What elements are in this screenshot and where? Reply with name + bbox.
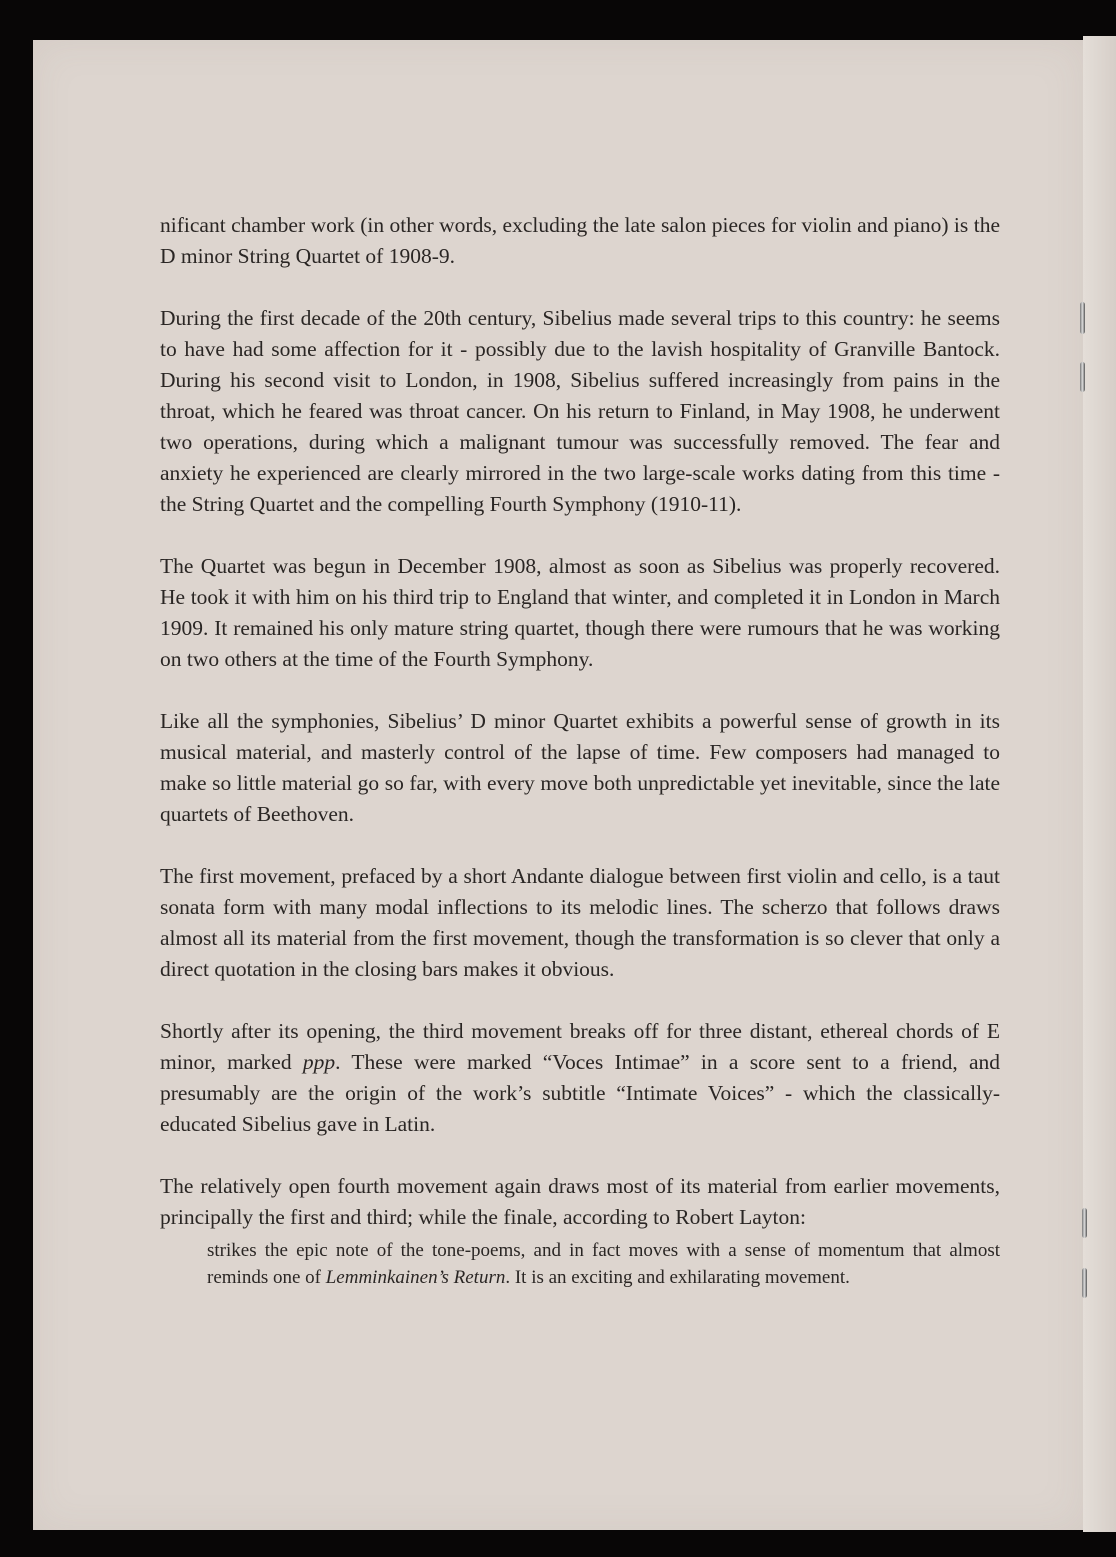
booklet-spine	[1083, 36, 1116, 1532]
paragraph-symphonic-growth: Like all the symphonies, Sibelius’ D minor Quartet exhibits a powerful sense of growth in its musical material, and masterly control of the lapse of time. Few composers had managed to make so little material go so far, with every move both unpredictable yet inevitable, since the late quartets of Beethoven.	[160, 709, 1000, 826]
paragraph-first-movement: The first movement, prefaced by a short Andante dialogue between first violin and cello, is a taut sonata form with many modal inflections to its melodic lines. The scherzo that follows draws almost all its material from the first movement, though the transformation is so clever that only a direct quotation in the closing bars makes it obvious.	[160, 864, 1000, 981]
dynamic-marking-ppp: ppp	[302, 1050, 336, 1074]
quote-text-a: strikes the epic note of the tone-poems, and in fact moves with a sense of momentum that almost reminds one of	[207, 1240, 1000, 1288]
booklet-page	[33, 40, 1083, 1530]
staple-icon	[1082, 1268, 1087, 1298]
block-quote-layton	[207, 1237, 1000, 1291]
paragraph-trips-to-england: During the first decade of the 20th century, Sibelius made several trips to this country: he seems to have had some affection for it - possibly due to the lavish hospitality of Granville Bantock. During his second visit to London, in 1908, Sibelius suffered increasingly from pains in the throat, which he feared was throat cancer. On his return to Finland, in May 1908, he underwent two operations, during which a malignant tumour was successfully removed. The fear and anxiety he experienced are clearly mirrored in the two large-scale works dating from this time - the String Quartet and the compelling Fourth Symphony (1910-11).	[160, 306, 1000, 516]
paragraph-fourth-movement: The relatively open fourth movement again draws most of its material from earlier movements, principally the first and third; while the finale, according to Robert Layton:	[160, 1174, 1000, 1229]
staple-icon	[1080, 302, 1085, 334]
staple-icon	[1080, 362, 1085, 392]
paragraph-third-movement-text-b: . These were marked “Voces Intimae” in a score sent to a friend, and presumably are the origin of the work’s subtitle “Intimate Voices” - which the classically-educated Sibelius gave in Latin.	[160, 1050, 1000, 1136]
paragraph-chamber-work: nificant chamber work (in other words, excluding the late salon pieces for violin and piano) is the D minor String Quartet of 1908-9.	[160, 213, 1000, 268]
quote-work-title: Lemminkainen’s Return	[325, 1267, 506, 1288]
paragraph-third-movement	[160, 1016, 1000, 1140]
staple-icon	[1082, 1208, 1087, 1238]
quote-text-b: . It is an exciting and exhilarating movement.	[505, 1267, 850, 1288]
paragraph-third-movement-text-a: Shortly after its opening, the third movement breaks off for three distant, ethereal chords of E minor, marked	[160, 1019, 1000, 1074]
page-body	[160, 210, 1000, 1291]
paragraph-quartet-composition: The Quartet was begun in December 1908, almost as soon as Sibelius was properly recovered. He took it with him on his third trip to England that winter, and completed it in London in March 1909. It remained his only mature string quartet, though there were rumours that he was working on two others at the time of the Fourth Symphony.	[160, 554, 1000, 671]
